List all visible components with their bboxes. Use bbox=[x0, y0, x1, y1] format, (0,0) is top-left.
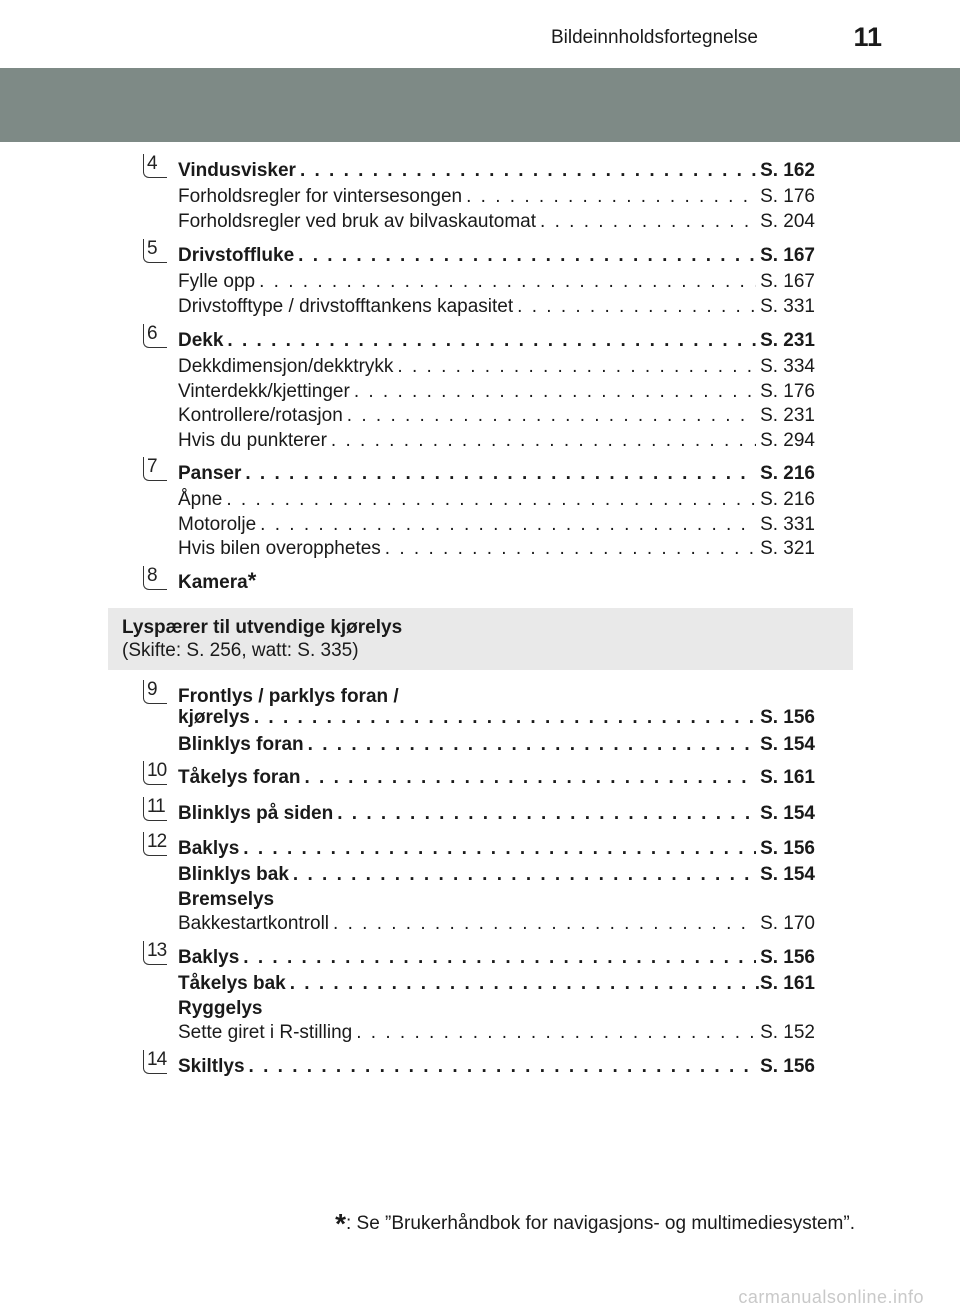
entry-page-ref: S. 321 bbox=[760, 538, 815, 559]
entry-page-ref: S. 156 bbox=[760, 707, 815, 728]
entry-label: Tåkelys bak bbox=[178, 973, 286, 994]
entry-label: Blinklys på siden bbox=[178, 803, 334, 824]
entry-page-ref: S. 156 bbox=[760, 1056, 815, 1077]
contents-entry[interactable] bbox=[178, 947, 815, 969]
item-number-icon bbox=[143, 941, 167, 965]
contents-entry[interactable] bbox=[178, 767, 815, 789]
contents-entry[interactable] bbox=[178, 296, 815, 318]
header-title: Bildeinnholdsfortegnelse bbox=[550, 27, 758, 48]
item-number-icon bbox=[143, 1050, 167, 1074]
entry-page-ref: S. 154 bbox=[760, 864, 815, 885]
item-number: 4 bbox=[147, 153, 157, 174]
contents-entry[interactable] bbox=[178, 211, 815, 233]
contents-entry[interactable] bbox=[178, 913, 815, 935]
contents-entry[interactable] bbox=[178, 330, 815, 352]
leader-dots bbox=[259, 271, 756, 293]
entry-label: Panser bbox=[178, 463, 242, 484]
entry-label: Blinklys foran bbox=[178, 734, 304, 755]
entry-page-ref: S. 162 bbox=[760, 160, 815, 181]
entry-page-ref: S. 216 bbox=[760, 489, 815, 510]
footnote-text: : Se ”Brukerhåndbok for navigasjons- og multimediesystem”. bbox=[345, 1213, 855, 1234]
entry-label: Kontrollere/rotasjon bbox=[178, 405, 343, 426]
contents-entry[interactable] bbox=[178, 864, 815, 886]
entry-label: Vindusvisker bbox=[178, 160, 296, 181]
item-number: 6 bbox=[147, 323, 157, 344]
contents-entry[interactable] bbox=[178, 889, 815, 911]
item-number-icon bbox=[143, 797, 167, 821]
item-number: 14 bbox=[147, 1049, 167, 1070]
page-number: 11 bbox=[853, 22, 882, 52]
entry-label: Forholdsregler for vintersesongen bbox=[178, 186, 463, 207]
entry-page-ref: S. 176 bbox=[760, 381, 815, 402]
footnote bbox=[335, 1208, 855, 1240]
light-bulbs-subtitle: (Skifte: S. 256, watt: S. 335) bbox=[122, 640, 359, 661]
leader-dots bbox=[517, 296, 756, 318]
leader-dots bbox=[347, 405, 756, 427]
leader-dots bbox=[249, 1056, 757, 1078]
light-bulbs-box bbox=[108, 608, 853, 670]
entry-label: Kamera bbox=[178, 572, 248, 593]
item-number: 5 bbox=[147, 238, 157, 259]
contents-entry[interactable] bbox=[178, 1022, 815, 1044]
entry-page-ref: S. 331 bbox=[760, 296, 815, 317]
entry-label: Bakkestartkontroll bbox=[178, 913, 330, 934]
contents-entry[interactable] bbox=[178, 538, 815, 560]
entry-label: kjørelys bbox=[178, 707, 250, 728]
entry-label: Baklys bbox=[178, 947, 240, 968]
entry-label: Drivstoffluke bbox=[178, 245, 295, 266]
entry-label: Vinterdekk/kjettinger bbox=[178, 381, 350, 402]
entry-page-ref: S. 156 bbox=[760, 838, 815, 859]
contents-entry[interactable] bbox=[178, 707, 815, 729]
item-number: 9 bbox=[147, 679, 157, 700]
contents-entry[interactable]: Kamera * bbox=[178, 568, 257, 593]
leader-dots bbox=[305, 767, 757, 789]
entry-label: Baklys bbox=[178, 838, 240, 859]
item-number-icon bbox=[143, 761, 167, 785]
leader-dots bbox=[260, 514, 756, 536]
entry-label: Dekkdimensjon/dekktrykk bbox=[178, 356, 394, 377]
contents-entry[interactable] bbox=[178, 381, 815, 403]
leader-dots bbox=[385, 538, 756, 560]
contents-entry[interactable] bbox=[178, 734, 815, 756]
entry-page-ref: S. 334 bbox=[760, 356, 815, 377]
light-bulbs-title: Lyspærer til utvendige kjørelys bbox=[122, 617, 403, 638]
leader-dots bbox=[245, 463, 756, 485]
entry-label: Frontlys / parklys foran / bbox=[178, 686, 399, 707]
contents-entry[interactable] bbox=[178, 998, 815, 1020]
entry-label: Motorolje bbox=[178, 514, 257, 535]
contents-entry[interactable] bbox=[178, 430, 815, 452]
leader-dots bbox=[293, 864, 756, 886]
entry-label: Åpne bbox=[178, 489, 223, 510]
entry-page-ref: S. 176 bbox=[760, 186, 815, 207]
entry-page-ref: S. 170 bbox=[760, 913, 815, 934]
item-number: 11 bbox=[147, 796, 165, 817]
leader-dots bbox=[308, 734, 756, 756]
leader-dots bbox=[300, 160, 756, 182]
item-number-icon bbox=[143, 154, 167, 178]
entry-page-ref: S. 167 bbox=[760, 245, 815, 266]
leader-dots bbox=[298, 245, 756, 267]
contents-entry[interactable] bbox=[178, 405, 815, 427]
watermark: carmanualsonline.info bbox=[738, 1287, 924, 1307]
entry-label: Forholdsregler ved bruk av bilvaskautomat bbox=[178, 211, 537, 232]
contents-entry[interactable] bbox=[178, 803, 815, 825]
entry-page-ref: S. 156 bbox=[760, 947, 815, 968]
contents-entry[interactable] bbox=[178, 271, 815, 293]
item-number: 7 bbox=[147, 456, 157, 477]
item-number-icon bbox=[143, 324, 167, 348]
entry-label: Hvis bilen overopphetes bbox=[178, 538, 381, 559]
contents-entry[interactable] bbox=[178, 186, 815, 208]
leader-dots bbox=[540, 211, 756, 233]
contents-entry[interactable] bbox=[178, 686, 815, 708]
entry-label: Tåkelys foran bbox=[178, 767, 301, 788]
leader-dots bbox=[331, 430, 756, 452]
entry-page-ref: S. 154 bbox=[760, 734, 815, 755]
entry-page-ref: S. 167 bbox=[760, 271, 815, 292]
entry-label: Drivstofftype / drivstofftankens kapasitet bbox=[178, 296, 514, 317]
entry-label: Dekk bbox=[178, 330, 224, 351]
contents-entry[interactable] bbox=[178, 160, 815, 182]
entry-page-ref: S. 331 bbox=[760, 514, 815, 535]
entry-label: Skiltlys bbox=[178, 1056, 245, 1077]
entry-page-ref: S. 161 bbox=[760, 767, 815, 788]
entry-label: Fylle opp bbox=[178, 271, 256, 292]
leader-dots bbox=[243, 838, 756, 860]
entry-label: Bremselys bbox=[178, 889, 275, 910]
leader-dots bbox=[254, 707, 756, 729]
entry-label: Blinklys bak bbox=[178, 864, 289, 885]
item-number: 13 bbox=[147, 940, 167, 961]
contents-entry[interactable] bbox=[178, 838, 815, 860]
entry-page-ref: S. 204 bbox=[760, 211, 815, 232]
leader-dots bbox=[466, 186, 756, 208]
entry-page-ref: S. 216 bbox=[760, 463, 815, 484]
contents-entry[interactable] bbox=[178, 356, 815, 378]
contents-entry[interactable] bbox=[178, 514, 815, 536]
entry-page-ref: S. 231 bbox=[760, 405, 815, 426]
item-number-icon bbox=[143, 457, 167, 481]
leader-dots bbox=[354, 381, 756, 403]
contents-entry[interactable] bbox=[178, 1056, 815, 1078]
leader-dots bbox=[290, 973, 751, 995]
entry-label: Ryggelys bbox=[178, 998, 263, 1019]
item-number-icon bbox=[143, 832, 167, 856]
item-number: 8 bbox=[147, 565, 157, 586]
footnote-star: * bbox=[335, 1208, 346, 1239]
contents-entry[interactable] bbox=[178, 489, 815, 511]
contents-entry[interactable] bbox=[178, 463, 815, 485]
entry-label: Sette giret i R-stilling bbox=[178, 1022, 353, 1043]
item-number: 10 bbox=[147, 760, 167, 781]
entry-page-ref: S. 154 bbox=[760, 803, 815, 824]
contents-entry[interactable] bbox=[178, 245, 815, 267]
item-number: 12 bbox=[147, 831, 167, 852]
leader-dots bbox=[337, 803, 756, 825]
leader-dots bbox=[333, 913, 756, 935]
contents-entry[interactable] bbox=[178, 973, 815, 995]
leader-dots bbox=[243, 947, 756, 969]
entry-page-ref: S. 231 bbox=[760, 330, 815, 351]
item-number-icon bbox=[143, 566, 167, 590]
entry-page-ref: S. 294 bbox=[760, 430, 815, 451]
item-number-icon bbox=[143, 680, 167, 704]
item-number-icon bbox=[143, 239, 167, 263]
leader-dots bbox=[227, 330, 756, 352]
leader-dots bbox=[226, 489, 756, 511]
entry-page-ref: .S. 161 bbox=[754, 973, 815, 994]
leader-dots bbox=[356, 1022, 756, 1044]
entry-label: Hvis du punkterer bbox=[178, 430, 327, 451]
entry-page-ref: S. 152 bbox=[760, 1022, 815, 1043]
leader-dots bbox=[397, 356, 756, 378]
